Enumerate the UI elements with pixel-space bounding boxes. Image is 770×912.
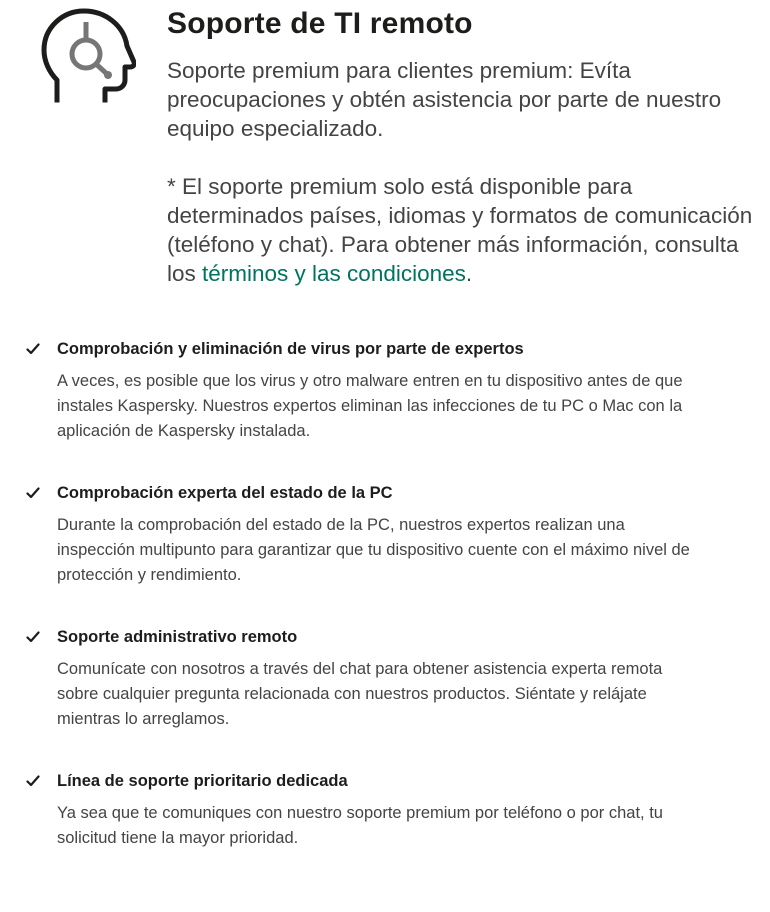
check-icon	[26, 775, 40, 787]
disclaimer-text: * El soporte premium solo está disponible para determinados países, idiomas y formatos de comunicación (teléfono y chat). Para obtener más información, consulta los	[167, 174, 753, 286]
feature-item-priority-line	[0, 768, 770, 912]
feature-title: Línea de soporte prioritario dedicada	[57, 772, 348, 790]
feature-description: Ya sea que te comuniques con nuestro soporte premium por teléfono o por chat, tu solicitud tiene la mayor prioridad.	[57, 804, 663, 847]
feature-title: Comprobación experta del estado de la PC	[57, 484, 393, 502]
disclaimer-end: .	[465, 261, 473, 286]
check-icon	[26, 631, 40, 643]
feature-item-pc-health-check	[0, 480, 770, 624]
feature-title: Comprobación y eliminación de virus por parte de expertos	[57, 340, 524, 358]
check-icon	[26, 343, 40, 355]
feature-item-virus-removal	[0, 336, 770, 480]
feature-description: Durante la comprobación del estado de la PC, nuestros expertos realizan una inspección multipunto para garantizar que tu dispositivo cuente con el máximo nivel de protección y rendimiento.	[57, 516, 690, 584]
feature-list	[0, 336, 770, 912]
feature-title: Soporte administrativo remoto	[57, 628, 298, 646]
feature-item-remote-admin-support	[0, 624, 770, 768]
headset-support-icon	[40, 8, 136, 104]
hero-text	[167, 6, 757, 288]
terms-link[interactable]: términos y las condiciones	[202, 261, 466, 286]
hero-description: Soporte premium para clientes premium: Evíta preocupaciones y obtén asistencia por parte de nuestro equipo especializado.	[167, 58, 722, 141]
page-title: Soporte de TI remoto	[167, 7, 473, 40]
hero-section	[0, 0, 770, 300]
hero-disclaimer	[167, 172, 757, 288]
check-icon	[26, 487, 40, 499]
feature-description: Comunícate con nosotros a través del chat para obtener asistencia experta remota sobre cualquier pregunta relacionada con nuestros productos. Siéntate y relájate mientras lo arreglamos.	[57, 660, 663, 728]
feature-description: A veces, es posible que los virus y otro malware entren en tu dispositivo antes de que instales Kaspersky. Nuestros expertos eliminan las infecciones de tu PC o Mac con la aplicación de Kaspersky instalada.	[57, 372, 683, 440]
